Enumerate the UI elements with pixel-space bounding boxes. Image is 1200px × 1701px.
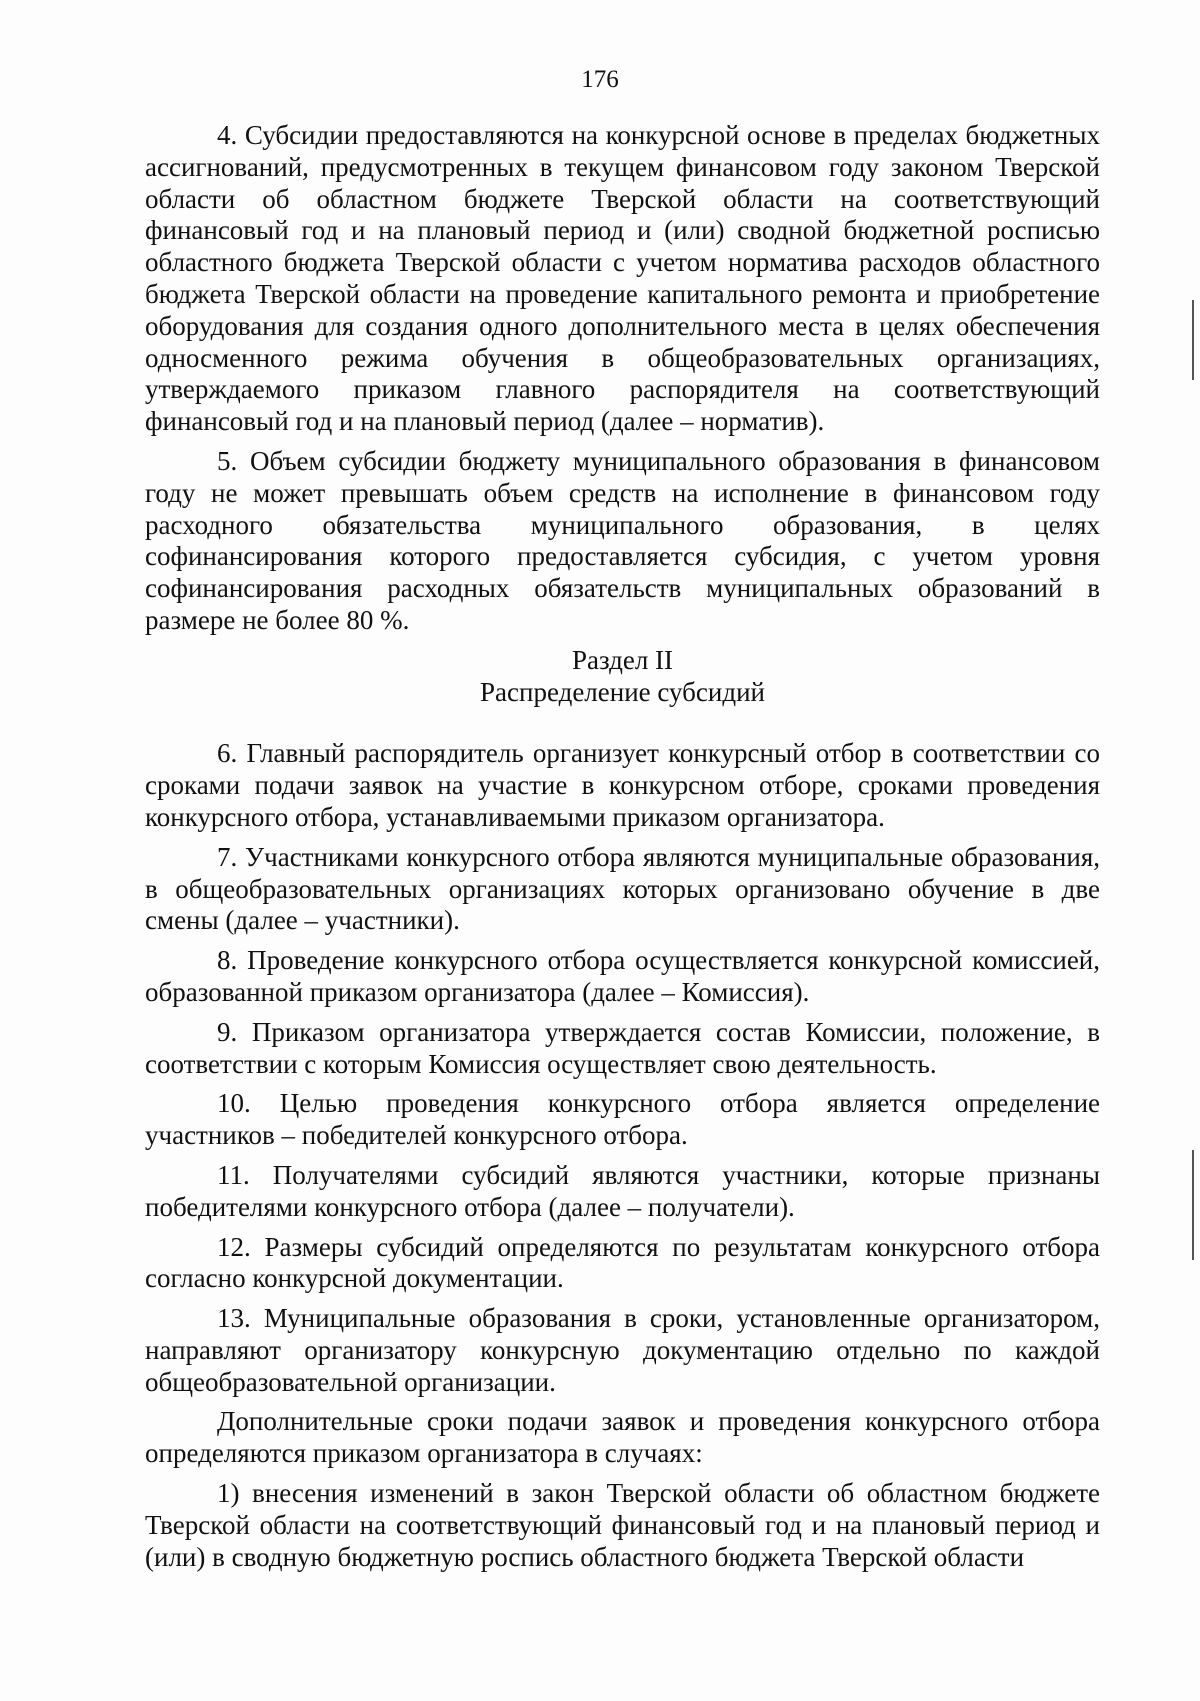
paragraph-10: 10. Целью проведения конкурсного отбора является определение участников – победителей конкурсного отбора.: [145, 1088, 1100, 1151]
paragraph-4: 4. Субсидии предоставляются на конкурсной основе в пределах бюджетных ассигнований, предусмотренных в текущем финансовом году законом Тверской области об областном бюджете Тверской области на соответствующий финансовый год и на плановый период и (или) сводной бюджетной росписью областного бюджета Тверской области с учетом норматива расходов областного бюджета Тверской области на проведение капитального ремонта и приобретение оборудования для создания одного дополнительного места в целях обеспечения односменного режима обучения в общеобразовательных организациях, утверждаемого приказом главного распорядителя на соответствующий финансовый год и на плановый период (далее – норматив).: [145, 120, 1100, 437]
paragraph-7: 7. Участниками конкурсного отбора являются муниципальные образования, в общеобразовательных организациях которых организовано обучение в две смены (далее – участники).: [145, 841, 1100, 936]
scan-edge-mark: [1192, 300, 1194, 380]
paragraph-12: 12. Размеры субсидий определяются по результатам конкурсного отбора согласно конкурсной документации.: [145, 1231, 1100, 1294]
paragraph-item-1: 1) внесения изменений в закон Тверской области об областном бюджете Тверской области на соответствующий финансовый год и на плановый период и (или) в сводную бюджетную роспись областного бюджета Тверской области: [145, 1478, 1100, 1572]
scan-edge-mark: [1192, 1150, 1194, 1260]
section-label: Раздел II: [571, 644, 674, 675]
paragraph-8: 8. Проведение конкурсного отбора осуществляется конкурсной комиссией, образованной приказом организатора (далее – Комиссия).: [145, 945, 1100, 1007]
document-body: [145, 120, 1100, 1573]
paragraph-13: 13. Муниципальные образования в сроки, установленные организатором, направляют организатору конкурсную документацию отдельно по каждой общеобразовательной организации.: [145, 1303, 1100, 1397]
section-title: Распределение субсидий: [480, 676, 765, 707]
page-number: 176: [581, 66, 619, 93]
paragraph-5: 5. Объем субсидии бюджету муниципального образования в финансовом году не может превышать объем средств на исполнение в финансовом году расходного обязательства муниципального образования, в целях софинансирования которого предоставляется субсидия, с учетом уровня софинансирования расходных обязательств муниципальных образований в размере не более 80 %.: [145, 445, 1100, 635]
paragraph-11: 11. Получателями субсидий являются участники, которые признаны победителями конкурсного отбора (далее – получатели).: [145, 1159, 1100, 1222]
paragraph-additional-terms: Дополнительные сроки подачи заявок и проведения конкурсного отбора определяются приказом организатора в случаях:: [145, 1406, 1100, 1469]
paragraph-6: 6. Главный распорядитель организует конкурсный отбор в соответствии со сроками подачи заявок на участие в конкурсном отборе, сроками проведения конкурсного отбора, устанавливаемыми приказом организатора.: [145, 738, 1100, 832]
paragraph-9: 9. Приказом организатора утверждается состав Комиссии, положение, в соответствии с которым Комиссия осуществляет свою деятельность.: [145, 1016, 1100, 1079]
